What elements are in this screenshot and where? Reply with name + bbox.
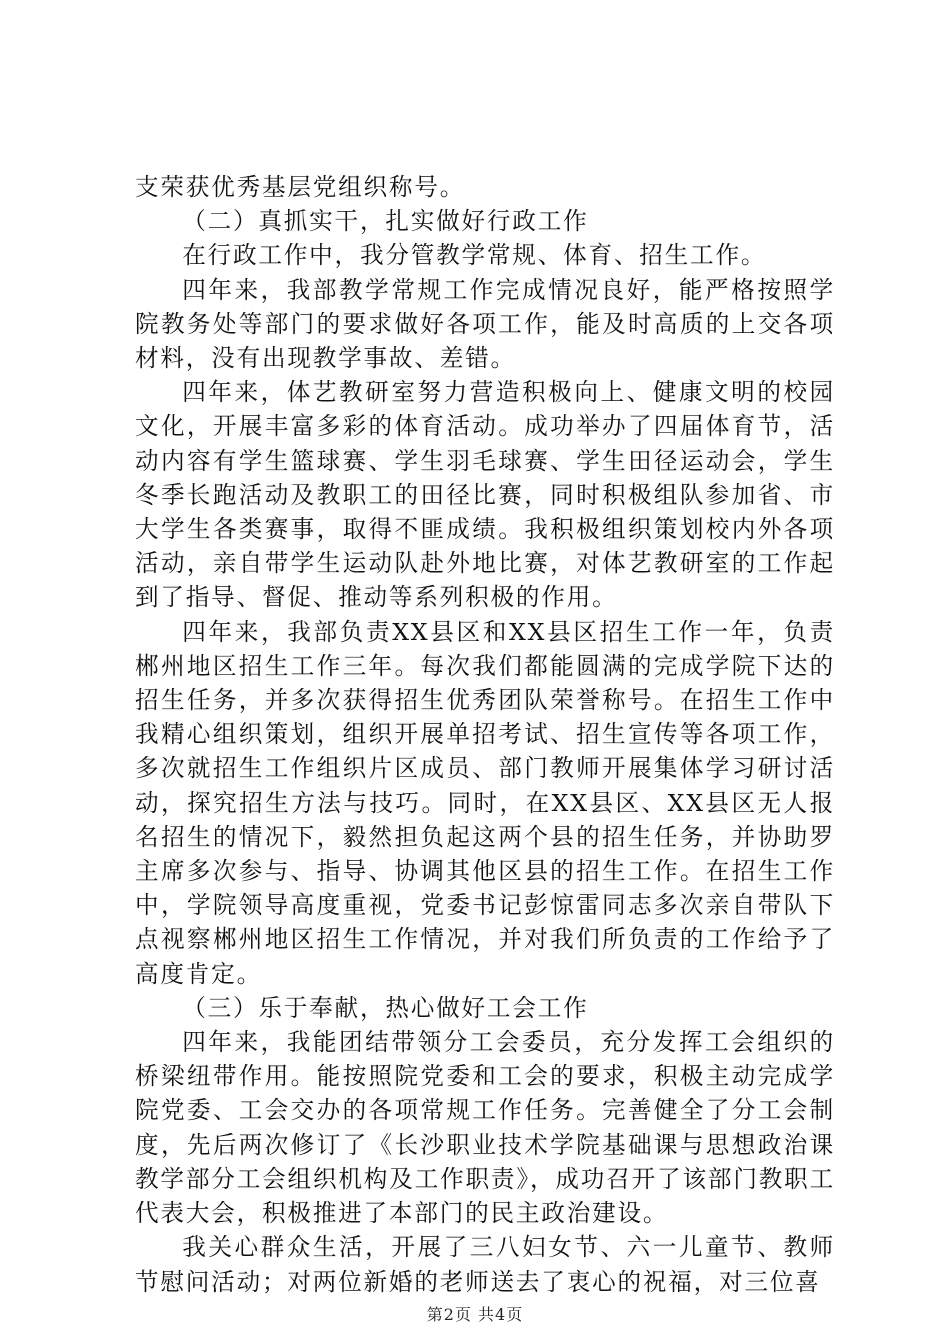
page-footer [0,1302,950,1325]
paragraph-continuation: 支荣获优秀基层党组织称号。 [135,173,466,201]
paragraph-enrollment: 四年来，我部负责XX县区和XX县区招生工作一年，负责郴州地区招生工作三年。每次我们都能圆满的完成学院下达的招生任务，并多次获得招生优秀团队荣誉称号。在招生工作中我精心组织策划，组织开展单招考试、招生宣传等各项工作，多次就招生工作组织片区成员、部门教师开展集体学习研讨活动，探究招生方法与技巧。同时，在XX县区、XX县区无人报名招生的情况下，毅然担负起这两个县的招生任务，并协助罗主席多次参与、指导、协调其他区县的招生工作。在招生工作中，学院领导高度重视，党委书记彭惊雷同志多次亲自带队下点视察郴州地区招生工作情况，并对我们所负责的工作给予了高度肯定。 [135,617,835,988]
paragraph-union: 四年来，我能团结带领分工会委员，充分发挥工会组织的桥梁纽带作用。能按照院党委和工会的要求，积极主动完成学院党委、工会交办的各项常规工作任务。完善健全了分工会制度，先后两次修订了《长沙职业技术学院基础课与思想政治课教学部分工会组织机构及工作职责》，成功召开了该部门教职工代表大会，积极推进了本部门的民主政治建设。 [135,1028,835,1228]
document-body [135,170,835,1299]
paragraph-sports: 四年来，体艺教研室努力营造积极向上、健康文明的校园文化，开展丰富多彩的体育活动。成功举办了四届体育节，活动内容有学生篮球赛、学生羽毛球赛、学生田径运动会，学生冬季长跑活动及教职工的田径比赛，同时积极组队参加省、市大学生各类赛事，取得不匪成绩。我积极组织策划校内外各项活动，亲自带学生运动队赴外地比赛，对体艺教研室的工作起到了指导、督促、推动等系列积极的作用。 [135,378,835,612]
paragraph-admin-intro: 在行政工作中，我分管教学常规、体育、招生工作。 [182,241,767,270]
paragraph-welfare: 我关心群众生活，开展了三八妇女节、六一儿童节、教师节慰问活动；对两位新婚的老师送去了衷心的祝福，对三位喜 [135,1233,835,1296]
section-heading-2: （二）真抓实干，扎实做好行政工作 [182,207,589,236]
paragraph-teaching: 四年来，我部教学常规工作完成情况良好，能严格按照学院教务处等部门的要求做好各项工作，能及时高质的上交各项材料，没有出现教学事故、差错。 [135,275,835,373]
page-number-label: 第2页 共4页 [426,1305,524,1324]
section-heading-3: （三）乐于奉献，热心做好工会工作 [182,993,589,1022]
